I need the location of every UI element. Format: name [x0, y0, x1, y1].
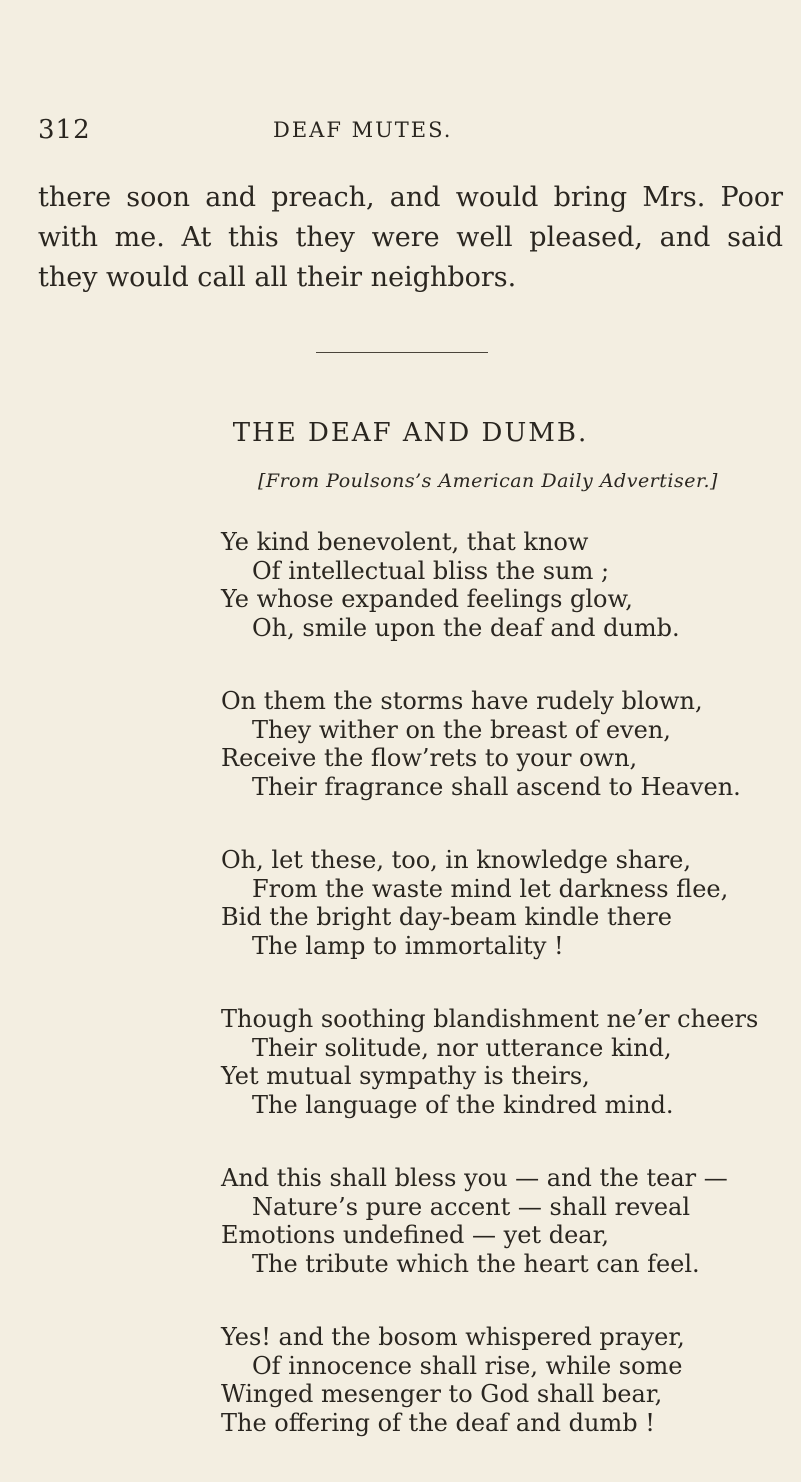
- stanza: [221, 1164, 781, 1278]
- verse-line: The tribute which the heart can feel.: [252, 1249, 700, 1278]
- verse-line: And this shall bless you — and the tear —: [221, 1164, 728, 1192]
- poem-title: THE DEAF AND DUMB.: [232, 418, 589, 448]
- verse-line: Nature’s pure accent — shall reveal: [252, 1192, 691, 1221]
- verse-line: Of innocence shall rise, while some: [252, 1351, 683, 1380]
- verse-line: Of intellectual bliss the sum ;: [252, 556, 610, 585]
- verse-line: Bid the bright day-beam kindle there: [221, 903, 672, 931]
- prose-line: with me. At this they were well pleased, and said: [38, 222, 783, 253]
- verse-line: The offering of the deaf and dumb !: [221, 1408, 655, 1437]
- verse-line: Ye kind benevolent, that know: [221, 528, 589, 556]
- stanza: [221, 846, 781, 960]
- section-divider: [316, 352, 488, 353]
- verse-line: Their solitude, nor utterance kind,: [252, 1033, 672, 1062]
- poem-body: [221, 528, 781, 1482]
- verse-line: The lamp to immortality !: [252, 931, 564, 960]
- verse-line: Though soothing blandishment ne’er cheers: [221, 1005, 759, 1033]
- verse-line: Yes! and the bosom whispered prayer,: [221, 1323, 685, 1351]
- prose-line: there soon and preach, and would bring Mrs. Poor: [38, 182, 783, 213]
- verse-line: Oh, let these, too, in knowledge share,: [221, 846, 692, 874]
- prose-line: they would call all their neighbors.: [38, 262, 517, 293]
- page-header: [38, 115, 778, 145]
- stanza: [221, 528, 781, 642]
- stanza: [221, 687, 781, 801]
- verse-line: Winged mesenger to God shall bear,: [221, 1380, 663, 1408]
- verse-line: Oh, smile upon the deaf and dumb.: [252, 613, 680, 642]
- verse-line: Their fragrance shall ascend to Heaven.: [252, 772, 741, 801]
- poem-source: [From Poulsons’s American Daily Advertiser.]: [258, 470, 718, 492]
- prose-paragraph: [38, 178, 783, 298]
- verse-line: Ye whose expanded feelings glow,: [221, 585, 633, 613]
- verse-line: They wither on the breast of even,: [252, 715, 671, 744]
- running-head: DEAF MUTES.: [273, 118, 453, 142]
- verse-line: On them the storms have rudely blown,: [221, 687, 703, 715]
- verse-line: Yet mutual sympathy is theirs,: [221, 1062, 590, 1090]
- verse-line: From the waste mind let darkness flee,: [252, 874, 729, 903]
- stanza: [221, 1323, 781, 1437]
- stanza: [221, 1005, 781, 1119]
- verse-line: Receive the flow’rets to your own,: [221, 744, 638, 772]
- page-number: 312: [38, 115, 91, 145]
- verse-line: Emotions undefined — yet dear,: [221, 1221, 610, 1249]
- verse-line: The language of the kindred mind.: [252, 1090, 674, 1119]
